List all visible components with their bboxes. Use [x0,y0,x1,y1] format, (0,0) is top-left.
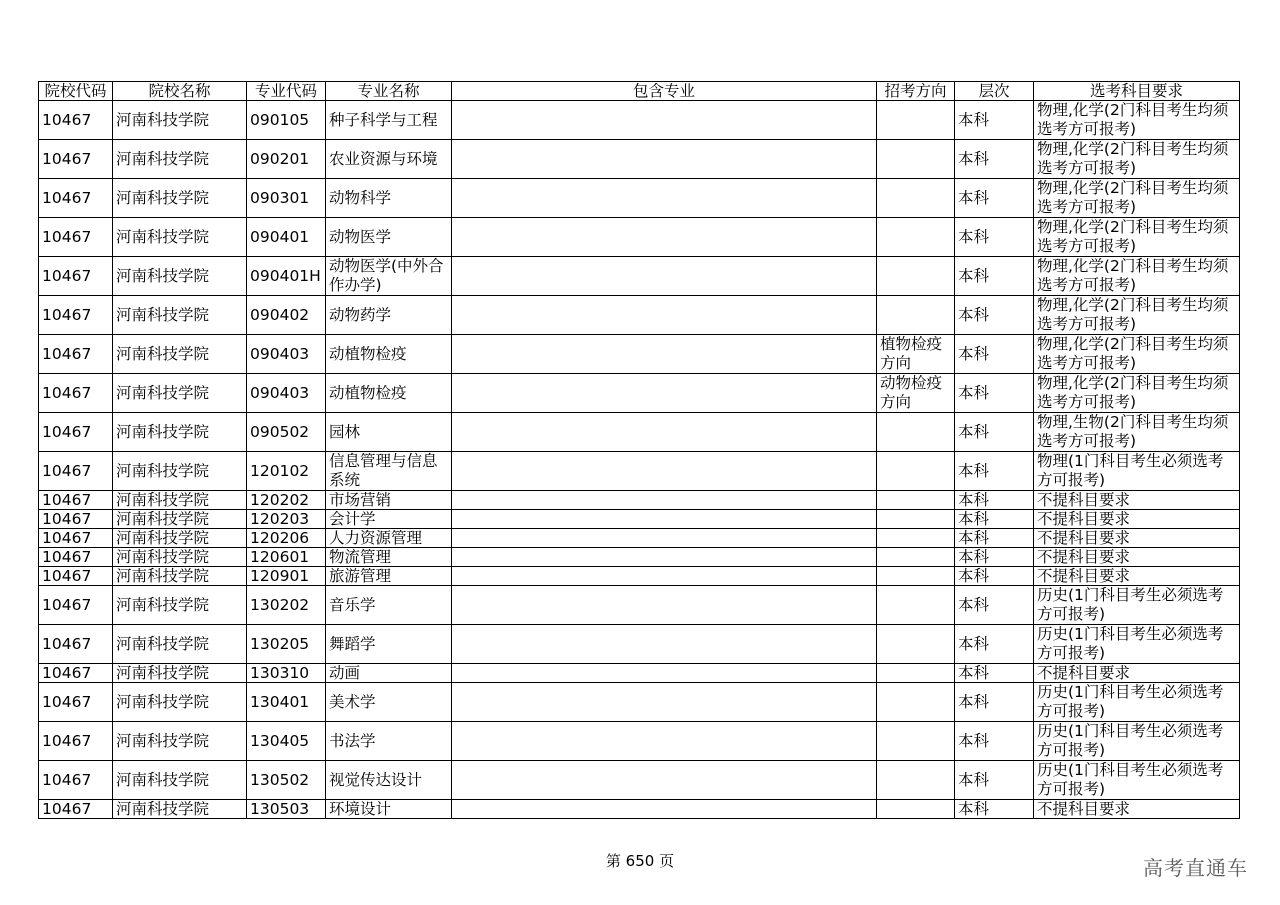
cell-level: 本科 [955,722,1034,761]
cell-subject-requirement: 不提科目要求 [1034,529,1240,548]
cell-direction [877,586,955,625]
cell-included-majors [452,140,877,179]
cell-subject-requirement: 物理,化学(2门科目考生均须选考方可报考) [1034,374,1240,413]
cell-level: 本科 [955,548,1034,567]
cell-direction [877,218,955,257]
cell-school-code: 10467 [39,218,113,257]
cell-level: 本科 [955,452,1034,491]
cell-subject-requirement: 物理,化学(2门科目考生均须选考方可报考) [1034,101,1240,140]
cell-major-code: 130502 [247,761,326,800]
cell-major-code: 090105 [247,101,326,140]
cell-direction [877,761,955,800]
cell-school-code: 10467 [39,722,113,761]
cell-direction [877,140,955,179]
cell-major-name: 会计学 [326,510,452,529]
cell-subject-requirement: 历史(1门科目考生必须选考方可报考) [1034,683,1240,722]
table-row [39,101,1240,140]
cell-subject-requirement: 物理(1门科目考生必须选考方可报考) [1034,452,1240,491]
cell-level: 本科 [955,491,1034,510]
cell-level: 本科 [955,510,1034,529]
cell-school-name: 河南科技学院 [113,664,247,683]
cell-school-name: 河南科技学院 [113,586,247,625]
cell-major-code: 120601 [247,548,326,567]
cell-major-code: 130202 [247,586,326,625]
cell-level: 本科 [955,335,1034,374]
cell-major-code: 090401H [247,257,326,296]
admission-table [38,81,1240,819]
cell-school-code: 10467 [39,761,113,800]
table-row [39,722,1240,761]
cell-subject-requirement: 物理,生物(2门科目考生均须选考方可报考) [1034,413,1240,452]
cell-school-code: 10467 [39,567,113,586]
cell-direction: 动物检疫方向 [877,374,955,413]
cell-major-code: 120901 [247,567,326,586]
cell-major-name: 农业资源与环境 [326,140,452,179]
cell-major-name: 书法学 [326,722,452,761]
cell-school-name: 河南科技学院 [113,683,247,722]
cell-direction [877,625,955,664]
cell-included-majors [452,452,877,491]
cell-included-majors [452,586,877,625]
cell-level: 本科 [955,257,1034,296]
cell-included-majors [452,218,877,257]
cell-subject-requirement: 不提科目要求 [1034,491,1240,510]
cell-major-name: 动物药学 [326,296,452,335]
cell-major-name: 动植物检疫 [326,374,452,413]
cell-major-name: 物流管理 [326,548,452,567]
cell-school-code: 10467 [39,664,113,683]
cell-level: 本科 [955,218,1034,257]
cell-direction [877,548,955,567]
cell-school-name: 河南科技学院 [113,335,247,374]
cell-school-name: 河南科技学院 [113,529,247,548]
cell-level: 本科 [955,101,1034,140]
cell-school-name: 河南科技学院 [113,510,247,529]
cell-subject-requirement: 不提科目要求 [1034,510,1240,529]
cell-school-code: 10467 [39,586,113,625]
cell-included-majors [452,296,877,335]
cell-school-name: 河南科技学院 [113,179,247,218]
cell-school-code: 10467 [39,625,113,664]
cell-major-name: 旅游管理 [326,567,452,586]
cell-major-code: 130503 [247,800,326,819]
cell-subject-requirement: 不提科目要求 [1034,664,1240,683]
cell-included-majors [452,179,877,218]
cell-school-name: 河南科技学院 [113,413,247,452]
cell-direction [877,257,955,296]
cell-major-code: 090301 [247,179,326,218]
cell-level: 本科 [955,179,1034,218]
cell-school-code: 10467 [39,257,113,296]
table-row [39,529,1240,548]
cell-subject-requirement: 物理,化学(2门科目考生均须选考方可报考) [1034,335,1240,374]
cell-direction [877,567,955,586]
cell-subject-requirement: 物理,化学(2门科目考生均须选考方可报考) [1034,257,1240,296]
cell-school-code: 10467 [39,800,113,819]
cell-direction [877,101,955,140]
cell-school-name: 河南科技学院 [113,218,247,257]
cell-level: 本科 [955,625,1034,664]
cell-level: 本科 [955,296,1034,335]
cell-major-name: 环境设计 [326,800,452,819]
cell-subject-requirement: 历史(1门科目考生必须选考方可报考) [1034,722,1240,761]
cell-subject-requirement: 物理,化学(2门科目考生均须选考方可报考) [1034,140,1240,179]
cell-major-code: 090403 [247,335,326,374]
cell-school-name: 河南科技学院 [113,800,247,819]
cell-major-code: 120102 [247,452,326,491]
cell-major-name: 动物医学 [326,218,452,257]
header-included-majors: 包含专业 [452,82,877,101]
cell-included-majors [452,664,877,683]
cell-direction [877,510,955,529]
cell-school-name: 河南科技学院 [113,548,247,567]
cell-included-majors [452,683,877,722]
cell-included-majors [452,800,877,819]
cell-included-majors [452,374,877,413]
cell-major-code: 120203 [247,510,326,529]
cell-included-majors [452,335,877,374]
cell-direction [877,452,955,491]
cell-subject-requirement: 不提科目要求 [1034,548,1240,567]
cell-major-code: 130405 [247,722,326,761]
cell-included-majors [452,529,877,548]
cell-school-name: 河南科技学院 [113,296,247,335]
watermark: 高考直通车 [1143,856,1248,880]
cell-school-code: 10467 [39,335,113,374]
cell-school-name: 河南科技学院 [113,722,247,761]
header-major-name: 专业名称 [326,82,452,101]
cell-school-name: 河南科技学院 [113,491,247,510]
cell-included-majors [452,101,877,140]
header-school-code: 院校代码 [39,82,113,101]
cell-included-majors [452,761,877,800]
cell-subject-requirement: 物理,化学(2门科目考生均须选考方可报考) [1034,218,1240,257]
header-level: 层次 [955,82,1034,101]
table-row [39,664,1240,683]
cell-included-majors [452,257,877,296]
cell-major-code: 090403 [247,374,326,413]
cell-level: 本科 [955,586,1034,625]
cell-included-majors [452,722,877,761]
cell-major-name: 种子科学与工程 [326,101,452,140]
cell-included-majors [452,548,877,567]
table-row [39,452,1240,491]
cell-school-name: 河南科技学院 [113,140,247,179]
table-row [39,335,1240,374]
cell-included-majors [452,413,877,452]
cell-subject-requirement: 不提科目要求 [1034,567,1240,586]
cell-major-code: 120202 [247,491,326,510]
cell-school-code: 10467 [39,179,113,218]
table-row [39,257,1240,296]
cell-major-code: 090201 [247,140,326,179]
cell-school-code: 10467 [39,101,113,140]
cell-direction [877,179,955,218]
cell-school-code: 10467 [39,510,113,529]
cell-major-name: 园林 [326,413,452,452]
cell-major-name: 动物科学 [326,179,452,218]
cell-major-name: 动画 [326,664,452,683]
cell-school-code: 10467 [39,529,113,548]
cell-major-code: 090402 [247,296,326,335]
header-major-code: 专业代码 [247,82,326,101]
cell-direction [877,722,955,761]
table-row [39,491,1240,510]
cell-level: 本科 [955,683,1034,722]
cell-school-code: 10467 [39,296,113,335]
cell-level: 本科 [955,529,1034,548]
cell-subject-requirement: 物理,化学(2门科目考生均须选考方可报考) [1034,179,1240,218]
cell-school-name: 河南科技学院 [113,452,247,491]
cell-direction: 植物检疫方向 [877,335,955,374]
header-subject-requirement: 选考科目要求 [1034,82,1240,101]
cell-included-majors [452,491,877,510]
cell-level: 本科 [955,374,1034,413]
cell-major-code: 120206 [247,529,326,548]
cell-school-name: 河南科技学院 [113,567,247,586]
cell-major-name: 音乐学 [326,586,452,625]
cell-school-code: 10467 [39,683,113,722]
cell-direction [877,413,955,452]
cell-included-majors [452,567,877,586]
cell-school-code: 10467 [39,548,113,567]
cell-school-code: 10467 [39,452,113,491]
cell-school-code: 10467 [39,374,113,413]
cell-school-code: 10467 [39,491,113,510]
cell-school-name: 河南科技学院 [113,625,247,664]
cell-subject-requirement: 不提科目要求 [1034,800,1240,819]
cell-school-code: 10467 [39,413,113,452]
table-row [39,296,1240,335]
table-row [39,413,1240,452]
cell-direction [877,296,955,335]
cell-major-code: 130310 [247,664,326,683]
cell-major-code: 090502 [247,413,326,452]
cell-school-name: 河南科技学院 [113,761,247,800]
table-row [39,510,1240,529]
header-row [39,82,1240,101]
cell-level: 本科 [955,664,1034,683]
header-direction: 招考方向 [877,82,955,101]
cell-subject-requirement: 物理,化学(2门科目考生均须选考方可报考) [1034,296,1240,335]
cell-major-code: 090401 [247,218,326,257]
cell-level: 本科 [955,140,1034,179]
table-row [39,625,1240,664]
cell-major-name: 动物医学(中外合作办学) [326,257,452,296]
cell-direction [877,683,955,722]
cell-school-name: 河南科技学院 [113,257,247,296]
cell-included-majors [452,510,877,529]
table-row [39,761,1240,800]
cell-included-majors [452,625,877,664]
cell-school-code: 10467 [39,140,113,179]
cell-direction [877,800,955,819]
cell-school-name: 河南科技学院 [113,374,247,413]
table-row [39,374,1240,413]
table-row [39,586,1240,625]
cell-level: 本科 [955,413,1034,452]
table-row [39,683,1240,722]
cell-major-name: 动植物检疫 [326,335,452,374]
cell-school-name: 河南科技学院 [113,101,247,140]
table-row [39,218,1240,257]
cell-major-name: 信息管理与信息系统 [326,452,452,491]
cell-subject-requirement: 历史(1门科目考生必须选考方可报考) [1034,761,1240,800]
cell-level: 本科 [955,761,1034,800]
cell-subject-requirement: 历史(1门科目考生必须选考方可报考) [1034,625,1240,664]
cell-level: 本科 [955,800,1034,819]
cell-major-name: 美术学 [326,683,452,722]
cell-level: 本科 [955,567,1034,586]
cell-direction [877,664,955,683]
cell-major-code: 130401 [247,683,326,722]
table-row [39,548,1240,567]
cell-major-name: 人力资源管理 [326,529,452,548]
cell-major-name: 市场营销 [326,491,452,510]
cell-direction [877,491,955,510]
cell-major-name: 视觉传达设计 [326,761,452,800]
table-row [39,140,1240,179]
cell-major-name: 舞蹈学 [326,625,452,664]
page-number: 第 650 页 [605,852,675,870]
table-row [39,179,1240,218]
table-row [39,567,1240,586]
table-row [39,800,1240,819]
header-school-name: 院校名称 [113,82,247,101]
cell-subject-requirement: 历史(1门科目考生必须选考方可报考) [1034,586,1240,625]
cell-major-code: 130205 [247,625,326,664]
cell-direction [877,529,955,548]
